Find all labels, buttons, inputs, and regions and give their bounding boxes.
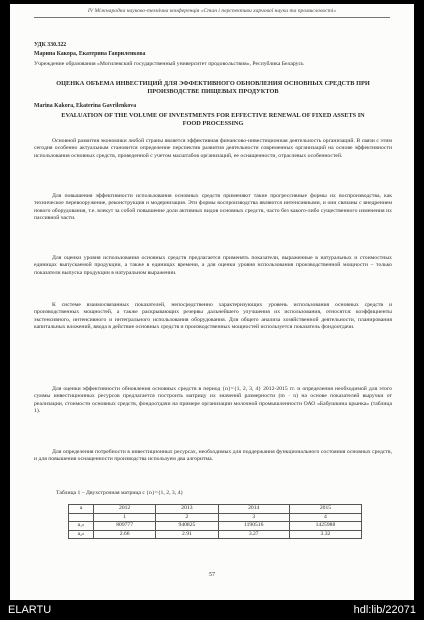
paragraph-2: Для повышения эффективности использования основных средств применяют такие прогрессивные формы их воспроизводства, как техническое перевооружение, реконструкция и модернизация. Эти формы воспроизводства являются интенсивными, и они связаны с внедрением нового оборудования, т.е. влекут за собой повышение доли активных видов основных средств, часто без какого-либо существенного изменения их пассивной части. <box>34 193 392 221</box>
authors-en: Marina Kakora, Ekaterina Gavrilenkova <box>34 103 137 109</box>
cell: 2015 <box>289 505 361 514</box>
paragraph-6: Для определения потребности в инвестиционных ресурсах, необходимых для поддержания функционального состояния основных средств, и для повышения оснащенности производства используем два алгоритма. <box>34 449 392 463</box>
table-row <box>69 530 362 539</box>
footer-handle-label: hdl:lib/22071 <box>353 604 416 616</box>
cell: 940825 <box>156 522 218 531</box>
table-row <box>69 522 362 531</box>
table-row <box>69 513 362 522</box>
cell: 3.32 <box>289 530 361 539</box>
paragraph-3: Для оценки уровня использования основных средств предлагается применять показатели, выраженные в натуральных и стоимостных единицах выпускаемой продукции, а также в единицах времени, а для оценки уровня использования производственной мощности – только показатели выпуска продукции в натуральном выражении. <box>34 255 392 276</box>
footer-left-label: ELARTU <box>8 604 52 616</box>
cell: 2012 <box>94 505 156 514</box>
cell: 1 <box>94 513 156 522</box>
cell: 2013 <box>156 505 218 514</box>
repository-footer <box>0 600 424 620</box>
paragraph-1: Основной развития экономики любой страны является эффективная финансово-инвестиционная деятельность организаций. В связи с этим сегодня особенно актуальным становится определение перспектив развития деятельности современных организаций на основе эффективности использования основных средств, проведенной с учетом масштабов организаций, ее оснащенности, отраслевых особенностей. <box>34 138 392 159</box>
row-label: а <box>69 505 94 514</box>
row-label <box>69 513 94 522</box>
paragraph-5: Для оценки эффективности обновления основных средств в период {n}={1, 2, 3, 4} 2012-2015 гг. и определения необходимой для этого суммы инвестиционных ресурсов предлагается построить матрицу их значений размерности (m · n) на основе показателей выручки от реализации, стоимости основных средств, фондоотдачи на примере организации молочной промышленности ОАО «Бабушкина крынка» (таблица 1). <box>34 386 392 414</box>
table-row <box>69 505 362 514</box>
cell: 2.66 <box>94 530 156 539</box>
cell: 3 <box>218 513 289 522</box>
cell: 809777 <box>94 522 156 531</box>
cell: 2014 <box>218 505 289 514</box>
row-label: a₂ₙ <box>69 530 94 539</box>
cell: 1190516 <box>218 522 289 531</box>
title-en: EVALUATION OF THE VOLUME OF INVESTMENTS FOR EFFECTIVE RENEWAL OF FIXED ASSETS IN FOOD PROCESSING <box>61 112 365 127</box>
authors-ru: Марина Какора, Екатерина Гавриленкова <box>34 51 146 57</box>
row-label: a₁ₙ <box>69 522 94 531</box>
cell: 3.27 <box>218 530 289 539</box>
cell: 2 <box>156 513 218 522</box>
table-caption: Таблица 1 – Двухстрочная матрица с {n}={1, 2, 3, 4} <box>56 490 184 496</box>
cell: 4 <box>289 513 361 522</box>
conference-header: IV Міжнародна науково-технічна конференція «Стан і перспективи харчової науки та промисловості» <box>87 8 337 14</box>
cell: 1425988 <box>289 522 361 531</box>
title-ru: ОЦЕНКА ОБЪЕМА ИНВЕСТИЦИЙ ДЛЯ ЭФФЕКТИВНОГО ОБНОВЛЕНИЯ ОСНОВНЫХ СРЕДСТВ ПРИ ПРОИЗВОДСТВЕ ПИЩЕВЫХ ПРОДУКТОВ <box>56 80 370 95</box>
paragraph-4: К системе взаимосвязанных показателей, непосредственно характеризующих уровень использования основных средств и производственных мощностей, а также раскрывающих резервы дальнейшего улучшения их использования, относятся: коэффициенты экстенсивного, интенсивного и интегрального использования оборудования. Для общего анализа хозяйственной деятельности, планирования капитальных вложений, ввода в действие основных средств и производственных мощностей используется показатель фондоотдачи. <box>34 302 392 330</box>
header-rule <box>34 17 390 18</box>
udk: УДК 330.322 <box>34 42 67 48</box>
document-page <box>10 4 414 600</box>
affiliation-ru: Учреждение образования «Могилевский государственный университет продовольствия», Республика Беларусь <box>34 61 304 67</box>
matrix-table <box>68 504 362 539</box>
page-number: 57 <box>209 572 215 578</box>
cell: 2.91 <box>156 530 218 539</box>
